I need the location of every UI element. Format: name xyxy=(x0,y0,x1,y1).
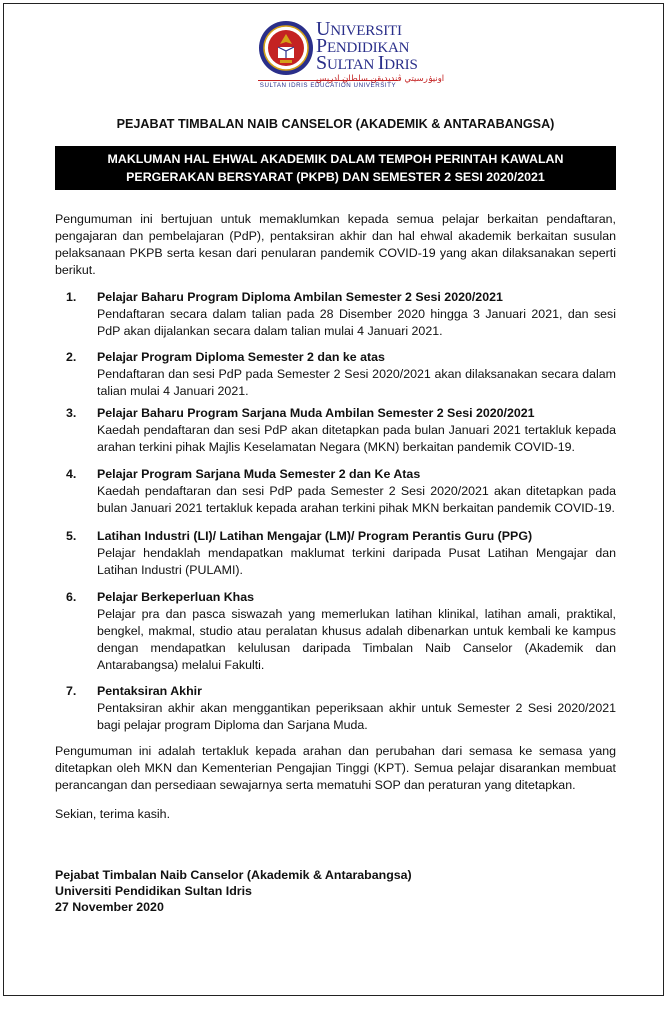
list-item xyxy=(55,683,616,734)
list-item xyxy=(55,528,616,579)
item-number: 2. xyxy=(66,350,77,364)
item-body: Pendaftaran secara dalam talian pada 28 Disember 2020 hingga 3 Januari 2021, dan sesi PdP akan dijalankan secara dalam talian mulai 4 Januari 2021. xyxy=(97,307,616,338)
item-heading: Pelajar Baharu Program Sarjana Muda Ambilan Semester 2 Sesi 2020/2021 xyxy=(97,406,535,420)
list-item xyxy=(55,349,616,400)
closing-paragraph: Pengumuman ini adalah tertakluk kepada arahan dan perubahan dari semasa ke semasa yang ditetapkan oleh MKN dan Kementerian Pengajian Tinggi (KPT). Semua pelajar disarankan membuat perancangan dan persediaan sewajarnya serta mematuhi SOP dan peraturan yang ditetapkan. xyxy=(55,744,616,792)
office-title: PEJABAT TIMBALAN NAIB CANSELOR (AKADEMIK & ANTARABANGSA) xyxy=(116,117,555,131)
item-number: 1. xyxy=(66,290,77,304)
signature-block xyxy=(55,867,412,915)
item-body: Kaedah pendaftaran dan sesi PdP pada Semester 2 Sesi 2020/2021 akan ditetapkan pada bulan Januari 2021 tertakluk kepada arahan terkini pihak MKN berkaitan pandemik COVID-19. xyxy=(97,484,616,515)
item-heading: Pelajar Program Diploma Semester 2 dan ke atas xyxy=(97,350,385,364)
item-body: Kaedah pendaftaran dan sesi PdP akan ditetapkan pada bulan Januari 2021 tertakluk kepada arahan terkini pihak Majlis Keselamatan Negara (MKN) berkaitan pandemik COVID-19. xyxy=(97,423,616,454)
signature-office: Pejabat Timbalan Naib Canselor (Akademik & Antarabangsa) xyxy=(55,868,412,882)
item-number: 5. xyxy=(66,529,77,543)
list-item xyxy=(55,466,616,517)
item-heading: Pelajar Baharu Program Diploma Ambilan Semester 2 Sesi 2020/2021 xyxy=(97,290,503,304)
item-body: Pendaftaran dan sesi PdP pada Semester 2 Sesi 2020/2021 akan dilaksanakan secara dalam talian mulai 4 Januari 2021. xyxy=(97,367,616,398)
item-number: 7. xyxy=(66,684,77,698)
item-heading: Pentaksiran Akhir xyxy=(97,684,202,698)
item-heading: Pelajar Program Sarjana Muda Semester 2 dan Ke Atas xyxy=(97,467,421,481)
intro-paragraph: Pengumuman ini bertujuan untuk memaklumkan kepada semua pelajar berkaitan pendaftaran, pengajaran dan pembelajaran (PdP), pentaksiran akhir dan hal ehwal akademik berkaitan susulan pelaksanaan PKPB serta kesan dari penularan pandemik COVID-19 yang akan dilaksanakan seperti berikut. xyxy=(55,212,616,277)
signature-university: Universiti Pendidikan Sultan Idris xyxy=(55,884,252,898)
logo-line-2: PENDIDIKAN xyxy=(316,35,410,57)
list-item xyxy=(55,289,616,340)
item-number: 6. xyxy=(66,590,77,604)
list-item xyxy=(55,405,616,456)
item-number: 4. xyxy=(66,467,77,481)
banner-line-2: PERGERAKAN BERSYARAT (PKPB) DAN SEMESTER 2 SESI 2020/2021 xyxy=(126,170,545,184)
item-body: Pelajar hendaklah mendapatkan maklumat terkini daripada Pusat Latihan Mengajar dan Latihan Industri (PULAMI). xyxy=(97,546,616,577)
item-heading: Pelajar Berkeperluan Khas xyxy=(97,590,255,604)
logo-line-3: SULTAN IDRIS xyxy=(316,52,418,74)
announcement-banner xyxy=(55,146,616,190)
logo-line-1: UNIVERSITI xyxy=(316,18,402,40)
banner-line-1: MAKLUMAN HAL EHWAL AKADEMIK DALAM TEMPOH PERINTAH KAWALAN xyxy=(107,152,564,166)
logo-tagline: SULTAN IDRIS EDUCATION UNIVERSITY xyxy=(259,82,397,89)
signature-date: 27 November 2020 xyxy=(55,900,164,914)
item-body: Pentaksiran akhir akan menggantikan peperiksaan akhir untuk Semester 2 Sesi 2020/2021 bagi pelajar program Diploma dan Sarjana Muda. xyxy=(97,701,616,732)
university-logo xyxy=(258,18,445,92)
item-number: 3. xyxy=(66,406,77,420)
item-body: Pelajar pra dan pasca siswazah yang memerlukan latihan klinikal, latihan amali, praktikal, bengkel, makmal, studio atau peralatan khusus adalah dibenarkan untuk kembali ke kampus dengan mendapatkan kelulusan daripada Timbalan Naib Canselor (Akademik dan Antarabangsa) melalui Fakulti. xyxy=(97,607,616,672)
item-heading: Latihan Industri (LI)/ Latihan Mengajar (LM)/ Program Perantis Guru (PPG) xyxy=(97,529,533,543)
logo-jawi-text: اونيۏرسيتي ڤنديديقن سلطان ادريس xyxy=(316,74,445,84)
thanks-line: Sekian, terima kasih. xyxy=(55,807,171,821)
list-item xyxy=(55,589,616,674)
university-crest-icon xyxy=(258,20,314,76)
